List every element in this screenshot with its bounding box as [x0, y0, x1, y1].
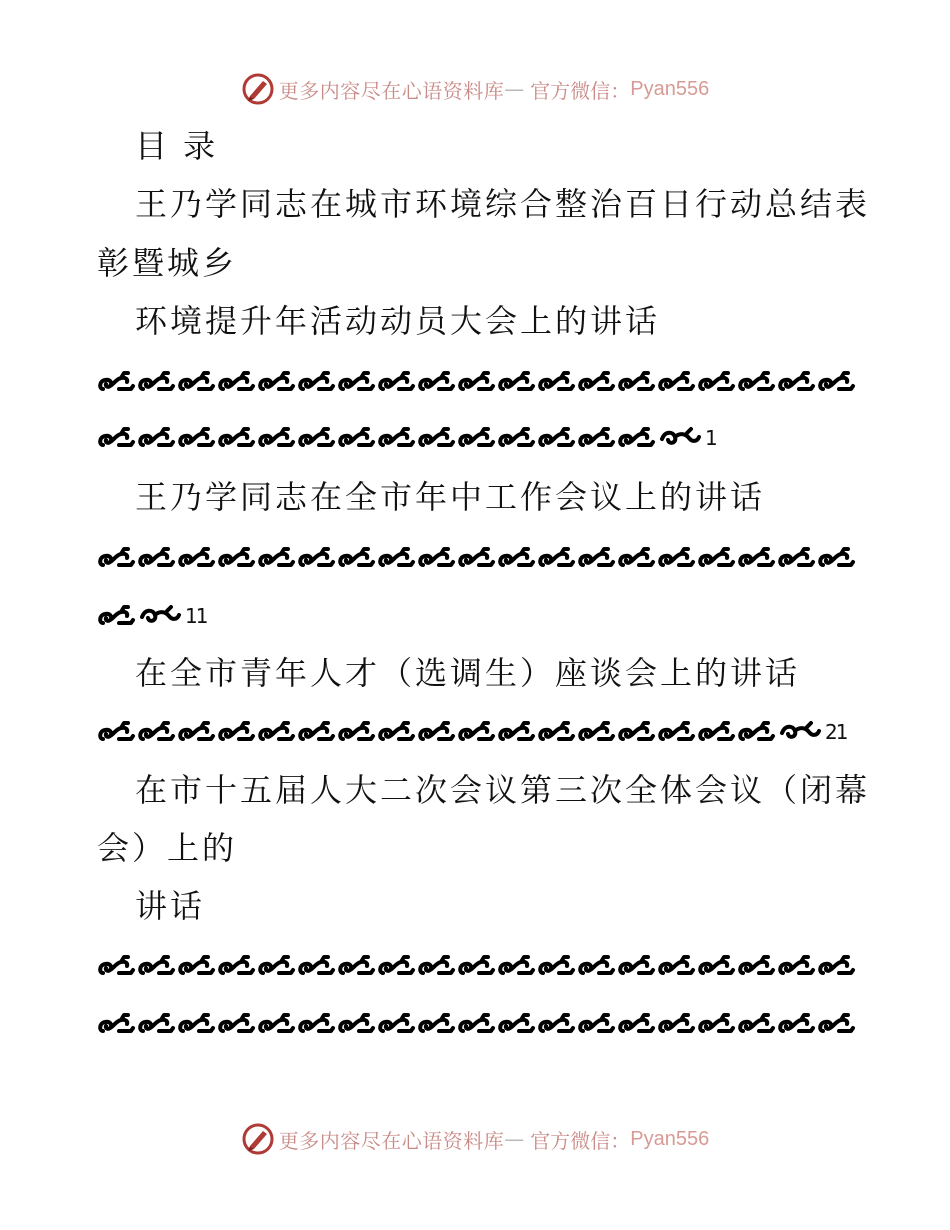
- leader-glyph: [297, 719, 337, 745]
- leader-glyph: [537, 953, 577, 979]
- leader-glyph: [217, 545, 257, 571]
- leader-glyph: [697, 369, 737, 395]
- watermark-wechat-label: 官方微信：: [530, 1128, 631, 1153]
- leader-glyph: [617, 369, 657, 395]
- leader-glyph: [457, 545, 497, 571]
- leader-glyph: [217, 425, 257, 451]
- toc-leader: [97, 596, 206, 636]
- leader-glyph: [297, 953, 337, 979]
- leader-glyph: [297, 545, 337, 571]
- leader-glyph: [617, 953, 657, 979]
- toc-leader: [97, 362, 857, 402]
- leader-glyph: [537, 425, 577, 451]
- leader-glyph: [137, 1011, 177, 1037]
- leader-glyph: [297, 369, 337, 395]
- leader-glyph: [377, 545, 417, 571]
- leader-glyph: [577, 369, 617, 395]
- leader-glyph: [297, 425, 337, 451]
- leader-glyph: [97, 545, 137, 571]
- leader-glyph: [377, 425, 417, 451]
- leader-glyph: [257, 953, 297, 979]
- leader-glyph: [497, 545, 537, 571]
- leader-glyph: [177, 545, 217, 571]
- toc-entry-4-line-3: 讲话: [135, 887, 206, 925]
- leader-end-glyph: [657, 425, 703, 451]
- leader-glyph: [97, 719, 137, 745]
- leader-glyph: [737, 1011, 777, 1037]
- toc-entry-4-line-1: 在市十五届人大二次会议第三次全体会议（闭幕: [135, 771, 871, 809]
- leader-glyph: [297, 1011, 337, 1037]
- leader-glyph: [817, 369, 857, 395]
- leader-glyph: [697, 953, 737, 979]
- leader-glyph: [257, 425, 297, 451]
- toc-leader: [97, 418, 716, 458]
- leader-glyph: [337, 369, 377, 395]
- leader-glyph: [457, 1011, 497, 1037]
- leader-glyph: [337, 545, 377, 571]
- leader-glyph: [217, 369, 257, 395]
- toc-entry-4-line-2: 会）上的: [97, 829, 238, 867]
- leader-glyph: [497, 425, 537, 451]
- leader-glyph: [337, 719, 377, 745]
- leader-glyph: [817, 953, 857, 979]
- leader-glyph: [377, 369, 417, 395]
- leader-glyph: [697, 545, 737, 571]
- leader-glyph: [337, 425, 377, 451]
- footer-watermark: [0, 1122, 950, 1156]
- leader-glyph: [417, 425, 457, 451]
- leader-end-glyph: [137, 603, 183, 629]
- leader-glyph: [177, 719, 217, 745]
- leader-glyph: [177, 425, 217, 451]
- toc-entry-1-line-2: 彰暨城乡: [97, 244, 238, 282]
- leader-glyph: [657, 719, 697, 745]
- watermark-text: 更多内容尽在心语资料库: [278, 78, 505, 103]
- leader-glyph: [617, 425, 657, 451]
- leader-glyph: [777, 369, 817, 395]
- leader-glyph: [777, 1011, 817, 1037]
- leader-glyph: [377, 1011, 417, 1037]
- leader-glyph: [217, 953, 257, 979]
- leader-glyph: [337, 953, 377, 979]
- leader-glyph: [817, 545, 857, 571]
- leader-glyph: [417, 719, 457, 745]
- leader-glyph: [537, 719, 577, 745]
- leader-glyph: [577, 1011, 617, 1037]
- leader-glyph: [257, 545, 297, 571]
- leader-glyph: [657, 1011, 697, 1037]
- toc-leader: [97, 1004, 857, 1044]
- leader-glyph: [737, 369, 777, 395]
- leader-glyph: [137, 953, 177, 979]
- leader-glyph: [137, 719, 177, 745]
- leader-glyph: [657, 369, 697, 395]
- leader-glyph: [257, 1011, 297, 1037]
- leader-glyph: [737, 545, 777, 571]
- watermark-wechat-id: Pyan556: [630, 1127, 710, 1150]
- leader-glyph: [217, 1011, 257, 1037]
- leader-glyph: [457, 369, 497, 395]
- leader-glyph: [617, 1011, 657, 1037]
- watermark-dash: —: [504, 77, 525, 101]
- toc-entry-3-line-1: 在全市青年人才（选调生）座谈会上的讲话: [135, 654, 801, 692]
- toc-leader: [97, 946, 857, 986]
- leader-end-glyph: [777, 719, 823, 745]
- leader-glyph: [257, 719, 297, 745]
- leader-glyph: [537, 1011, 577, 1037]
- toc-entry-1-line-1: 王乃学同志在城市环境综合整治百日行动总结表: [135, 185, 871, 223]
- watermark-wechat-id: Pyan556: [630, 77, 710, 100]
- leader-glyph: [497, 1011, 537, 1037]
- leader-glyph: [577, 719, 617, 745]
- leader-glyph: [537, 545, 577, 571]
- leader-glyph: [97, 603, 137, 629]
- watermark-text: 更多内容尽在心语资料库: [278, 1128, 505, 1153]
- leader-glyph: [137, 545, 177, 571]
- leader-glyph: [177, 1011, 217, 1037]
- leader-glyph: [177, 369, 217, 395]
- leader-glyph: [257, 369, 297, 395]
- leader-glyph: [497, 719, 537, 745]
- leader-glyph: [177, 953, 217, 979]
- toc-page-number: 21: [825, 720, 847, 744]
- leader-glyph: [97, 369, 137, 395]
- leader-glyph: [137, 369, 177, 395]
- leader-glyph: [577, 953, 617, 979]
- leader-glyph: [417, 1011, 457, 1037]
- leader-glyph: [737, 953, 777, 979]
- watermark-wechat-label: 官方微信：: [530, 78, 631, 103]
- leader-glyph: [417, 369, 457, 395]
- leader-glyph: [817, 1011, 857, 1037]
- leader-glyph: [417, 953, 457, 979]
- leader-glyph: [617, 719, 657, 745]
- pen-logo-icon: [241, 1122, 275, 1156]
- leader-glyph: [497, 369, 537, 395]
- leader-glyph: [697, 719, 737, 745]
- leader-glyph: [737, 719, 777, 745]
- leader-glyph: [97, 953, 137, 979]
- leader-glyph: [217, 719, 257, 745]
- leader-glyph: [457, 425, 497, 451]
- leader-glyph: [97, 1011, 137, 1037]
- leader-glyph: [657, 545, 697, 571]
- toc-page-number: 1: [705, 426, 716, 450]
- leader-glyph: [417, 545, 457, 571]
- leader-glyph: [377, 719, 417, 745]
- toc-leader: [97, 712, 846, 752]
- leader-glyph: [97, 425, 137, 451]
- leader-glyph: [137, 425, 177, 451]
- leader-glyph: [697, 1011, 737, 1037]
- leader-glyph: [577, 425, 617, 451]
- pen-logo-icon: [241, 72, 275, 106]
- toc-entry-2-line-1: 王乃学同志在全市年中工作会议上的讲话: [135, 478, 766, 516]
- leader-glyph: [537, 369, 577, 395]
- leader-glyph: [457, 953, 497, 979]
- leader-glyph: [337, 1011, 377, 1037]
- toc-entry-1-line-3: 环境提升年活动动员大会上的讲话: [135, 302, 661, 340]
- leader-glyph: [617, 545, 657, 571]
- leader-glyph: [457, 719, 497, 745]
- leader-glyph: [497, 953, 537, 979]
- toc-page-number: 11: [185, 604, 207, 628]
- leader-glyph: [657, 953, 697, 979]
- leader-glyph: [777, 545, 817, 571]
- leader-glyph: [377, 953, 417, 979]
- header-watermark: [0, 72, 950, 106]
- toc-leader: [97, 538, 857, 578]
- leader-glyph: [777, 953, 817, 979]
- watermark-dash: —: [504, 1127, 525, 1151]
- leader-glyph: [577, 545, 617, 571]
- toc-heading: 目 录: [135, 127, 219, 165]
